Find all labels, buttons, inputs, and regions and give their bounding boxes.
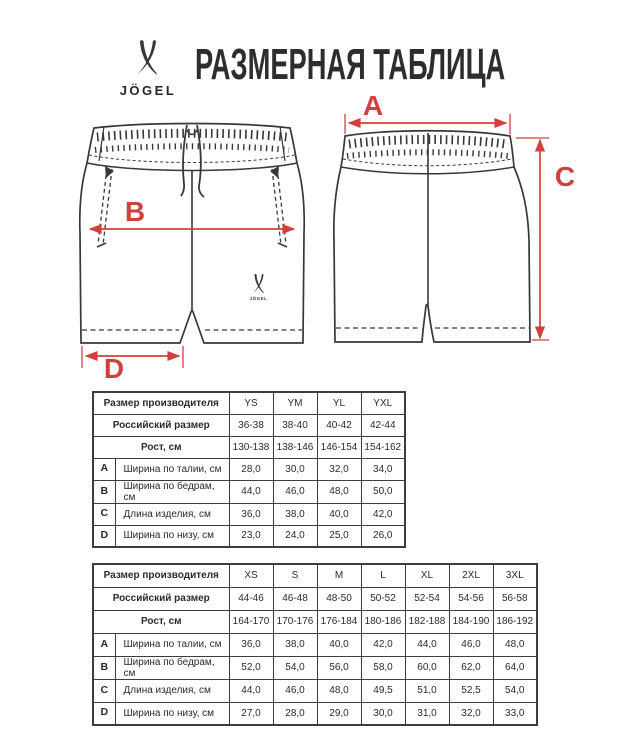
size-value: 48-50 [317, 587, 361, 610]
measure-value: 51,0 [405, 679, 449, 702]
shorts-front-diagram [56, 106, 308, 380]
table-row [93, 564, 537, 587]
measure-key: A [93, 458, 115, 480]
pocket-left [98, 168, 112, 245]
measure-label: Длина изделия, см [115, 679, 229, 702]
measure-key: B [93, 480, 115, 503]
brand-logo [112, 36, 184, 98]
size-value: 2XL [449, 564, 493, 587]
size-value: 46-48 [273, 587, 317, 610]
measure-value: 44,0 [229, 480, 273, 503]
waistband-bottom [87, 163, 297, 171]
measure-key: B [93, 656, 115, 679]
measure-value: 58,0 [361, 656, 405, 679]
size-value: S [273, 564, 317, 587]
measure-label: Ширина по талии, см [115, 633, 229, 656]
drawstring [181, 125, 187, 196]
size-value: 40-42 [317, 414, 361, 436]
measure-value: 27,0 [229, 702, 273, 725]
size-value: YL [317, 392, 361, 414]
measure-value: 48,0 [493, 633, 537, 656]
measure-value: 40,0 [317, 503, 361, 525]
pocket-left-corner [97, 243, 106, 247]
measure-value: 46,0 [273, 480, 317, 503]
measure-label: Ширина по талии, см [115, 458, 229, 480]
row-header-label: Размер производителя [93, 564, 229, 587]
waistband-elastic-ticks [95, 146, 289, 150]
measure-value: 38,0 [273, 633, 317, 656]
measure-value: 31,0 [405, 702, 449, 725]
row-header-label: Российский размер [93, 587, 229, 610]
pocket-right [272, 168, 286, 245]
waistband-stitch [89, 155, 295, 163]
table-row [93, 587, 537, 610]
measure-value: 24,0 [273, 525, 317, 547]
size-value: 164-170 [229, 610, 273, 633]
measure-value: 33,0 [493, 702, 537, 725]
size-value: XL [405, 564, 449, 587]
measure-key: C [93, 503, 115, 525]
row-header-label: Рост, см [93, 610, 229, 633]
measure-label: Ширина по бедрам, см [115, 656, 229, 679]
row-header-label: Размер производителя [93, 392, 229, 414]
measure-value: 60,0 [405, 656, 449, 679]
measure-key: D [93, 702, 115, 725]
measure-label-a: A [362, 90, 384, 121]
measure-value: 26,0 [361, 525, 405, 547]
measure-label-d: D [103, 353, 125, 380]
measure-value: 36,0 [229, 633, 273, 656]
measure-value: 46,0 [449, 633, 493, 656]
table-row [93, 525, 405, 547]
measure-extension-c [516, 138, 549, 340]
table-row [93, 414, 405, 436]
measure-value: 50,0 [361, 480, 405, 503]
pocket-left-tack [105, 166, 114, 178]
measure-value: 42,0 [361, 633, 405, 656]
measure-label: Ширина по низу, см [115, 702, 229, 725]
size-value: YS [229, 392, 273, 414]
jogel-logo-icon [132, 36, 164, 80]
table-row [93, 392, 405, 414]
size-value: 38-40 [273, 414, 317, 436]
size-value: YM [273, 392, 317, 414]
measure-value: 62,0 [449, 656, 493, 679]
measure-key: C [93, 679, 115, 702]
measure-label-c: C [554, 161, 576, 192]
measure-value: 30,0 [361, 702, 405, 725]
shorts-back-diagram [318, 88, 610, 352]
size-value: 182-188 [405, 610, 449, 633]
size-value: YXL [361, 392, 405, 414]
measure-value: 44,0 [405, 633, 449, 656]
page-title: РАЗМЕРНАЯ ТАБЛИЦА [195, 40, 506, 89]
size-value: 186-192 [493, 610, 537, 633]
brand-wordmark: JÖGEL [119, 83, 177, 98]
measure-value: 32,0 [449, 702, 493, 725]
table-row [93, 679, 537, 702]
size-value: 54-56 [449, 587, 493, 610]
leg-logo-text: JÖGEL [249, 296, 268, 301]
measure-label: Длина изделия, см [115, 503, 229, 525]
pocket-right-tack [270, 166, 279, 178]
size-value: 36-38 [229, 414, 273, 436]
size-value: XS [229, 564, 273, 587]
measure-key: D [93, 525, 115, 547]
shorts-outline [334, 131, 530, 342]
pocket-right-corner [278, 243, 287, 247]
size-value: M [317, 564, 361, 587]
measure-value: 49,5 [361, 679, 405, 702]
row-header-label: Рост, см [93, 436, 229, 458]
size-value: 170-176 [273, 610, 317, 633]
measure-label: Ширина по бедрам, см [115, 480, 229, 503]
size-table-youth [92, 391, 406, 548]
size-value: 50-52 [361, 587, 405, 610]
table-row [93, 480, 405, 503]
measure-value: 40,0 [317, 633, 361, 656]
measure-value: 48,0 [317, 679, 361, 702]
measure-value: 34,0 [361, 458, 405, 480]
table-row [93, 633, 537, 656]
size-value: 154-162 [361, 436, 405, 458]
measure-value: 48,0 [317, 480, 361, 503]
measure-value: 28,0 [229, 458, 273, 480]
table-row [93, 436, 405, 458]
table-row [93, 503, 405, 525]
leg-logo-icon [250, 274, 268, 301]
measure-value: 38,0 [273, 503, 317, 525]
table-row [93, 458, 405, 480]
measure-label: Ширина по низу, см [115, 525, 229, 547]
measure-value: 54,0 [493, 679, 537, 702]
measure-value: 42,0 [361, 503, 405, 525]
row-header-label: Российский размер [93, 414, 229, 436]
size-value: 52-54 [405, 587, 449, 610]
size-value: 184-190 [449, 610, 493, 633]
size-value: 130-138 [229, 436, 273, 458]
size-value: 176-184 [317, 610, 361, 633]
measure-value: 46,0 [273, 679, 317, 702]
table-row [93, 610, 537, 633]
size-value: 138-146 [273, 436, 317, 458]
table-row [93, 656, 537, 679]
measure-extension-d [82, 346, 183, 368]
measure-value: 44,0 [229, 679, 273, 702]
table-row [93, 702, 537, 725]
size-value: 56-58 [493, 587, 537, 610]
measure-value: 36,0 [229, 503, 273, 525]
measure-value: 23,0 [229, 525, 273, 547]
measure-value: 52,5 [449, 679, 493, 702]
size-table-adult [92, 563, 538, 726]
size-value: L [361, 564, 405, 587]
measure-value: 32,0 [317, 458, 361, 480]
measure-value: 54,0 [273, 656, 317, 679]
measure-key: A [93, 633, 115, 656]
measure-label-b: B [124, 196, 146, 227]
measure-value: 56,0 [317, 656, 361, 679]
size-value: 146-154 [317, 436, 361, 458]
measure-value: 30,0 [273, 458, 317, 480]
measure-value: 52,0 [229, 656, 273, 679]
measure-value: 29,0 [317, 702, 361, 725]
measure-value: 25,0 [317, 525, 361, 547]
size-value: 180-186 [361, 610, 405, 633]
measure-value: 28,0 [273, 702, 317, 725]
measure-value: 64,0 [493, 656, 537, 679]
size-value: 44-46 [229, 587, 273, 610]
size-value: 3XL [493, 564, 537, 587]
size-value: 42-44 [361, 414, 405, 436]
